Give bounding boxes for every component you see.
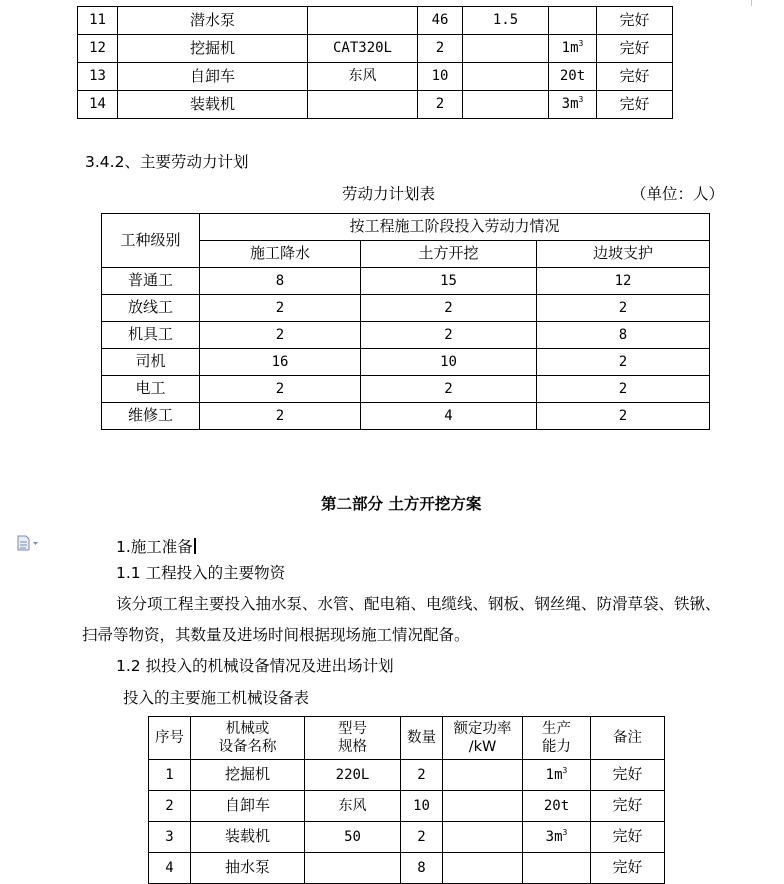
- equipment-name: 装载机: [118, 91, 308, 119]
- part-two-title: 第二部分 土方开挖方案: [321, 495, 482, 513]
- stage-header: 施工降水: [200, 241, 361, 268]
- table-row: [102, 349, 710, 376]
- labor-count: 8: [200, 268, 361, 295]
- equipment-power: [443, 791, 523, 822]
- equipment-name: 自卸车: [191, 791, 305, 822]
- capacity-unit-superscript: 3: [562, 827, 568, 837]
- col-header-model-line1: 型号: [338, 721, 367, 737]
- labor-table-caption: 劳动力计划表: [342, 185, 436, 203]
- equipment-name: 抽水泵: [191, 853, 305, 884]
- section-heading-3-4-2: 3.4.2、主要劳动力计划: [85, 153, 249, 171]
- labor-count: 10: [361, 349, 537, 376]
- equipment-note: 完好: [597, 7, 673, 35]
- col-header-name-line2: 设备名称: [218, 739, 277, 755]
- labor-count: 2: [200, 376, 361, 403]
- labor-type: 放线工: [102, 295, 200, 322]
- row-number: 14: [78, 91, 118, 119]
- equipment-name: 装载机: [191, 822, 305, 853]
- equipment-quantity: 2: [401, 822, 443, 853]
- equipment-model: [305, 853, 401, 884]
- equipment-name: 潜水泵: [118, 7, 308, 35]
- col-header-note: 备注: [591, 717, 665, 760]
- labor-type: 电工: [102, 376, 200, 403]
- col-header-qty: 数量: [401, 717, 443, 760]
- table-row: [78, 35, 673, 63]
- equipment-quantity: 2: [401, 760, 443, 791]
- labor-type: 普通工: [102, 268, 200, 295]
- capacity-value: 1m: [561, 40, 579, 57]
- equipment-name: 挖掘机: [191, 760, 305, 791]
- col-header-capacity-line2: 能力: [542, 739, 571, 755]
- table-row: [149, 822, 665, 853]
- labor-count: 2: [200, 322, 361, 349]
- equipment-model: [308, 7, 418, 35]
- paragraph-line-1: 该分项工程主要投入抽水泵、水管、配电箱、电缆线、钢板、钢丝绳、防滑草袋、铁锹、: [116, 595, 721, 613]
- capacity-cell: [549, 35, 597, 63]
- table-row: [149, 791, 665, 822]
- col-header-name: [191, 717, 305, 760]
- row-number: 13: [78, 63, 118, 91]
- col-header-power-line2: /kW: [468, 739, 497, 755]
- labor-count: 2: [200, 295, 361, 322]
- equipment-model: 东风: [308, 63, 418, 91]
- col-header-power: [443, 717, 523, 760]
- capacity-value: 20t: [543, 797, 570, 814]
- labor-count: 8: [537, 322, 710, 349]
- equipment-quantity: 2: [418, 35, 463, 63]
- equipment-power: [463, 91, 549, 119]
- capacity-cell: [549, 7, 597, 35]
- table-row: [78, 7, 673, 35]
- equipment-model: 东风: [305, 791, 401, 822]
- labor-type: 司机: [102, 349, 200, 376]
- labor-type: 机具工: [102, 322, 200, 349]
- row-number: 1: [149, 760, 191, 791]
- labor-count: 2: [537, 295, 710, 322]
- equipment-model: CAT320L: [308, 35, 418, 63]
- equipment-note: 完好: [597, 63, 673, 91]
- capacity-unit-superscript: 3: [578, 95, 584, 105]
- machinery-table: [148, 716, 665, 884]
- equipment-note: 完好: [591, 853, 665, 884]
- equipment-model: [308, 91, 418, 119]
- col-header-model: [305, 717, 401, 760]
- capacity-cell: [523, 760, 591, 791]
- table-row: [149, 760, 665, 791]
- table-row: [78, 91, 673, 119]
- equipment-note: 完好: [597, 35, 673, 63]
- row-number: 12: [78, 35, 118, 63]
- equipment-quantity: 8: [401, 853, 443, 884]
- equipment-power: [463, 35, 549, 63]
- labor-count: 15: [361, 268, 537, 295]
- labor-count: 12: [537, 268, 710, 295]
- labor-count: 16: [200, 349, 361, 376]
- equipment-note: 完好: [591, 760, 665, 791]
- labor-count: 2: [537, 403, 710, 430]
- paragraph-line-2: 扫帚等物资，其数量及进场时间根据现场施工情况配备。: [82, 626, 470, 644]
- capacity-value: 3m: [545, 828, 563, 845]
- equipment-power: [443, 822, 523, 853]
- labor-count: 4: [361, 403, 537, 430]
- capacity-unit-superscript: 3: [562, 765, 568, 775]
- labor-table-unit: （单位：人）: [631, 185, 725, 203]
- capacity-cell: [523, 853, 591, 884]
- capacity-cell: [549, 91, 597, 119]
- equipment-table-continued: [77, 6, 673, 119]
- capacity-value: 1m: [545, 766, 563, 783]
- col-header-power-line1: 额定功率: [453, 721, 512, 737]
- heading-1-2: 1.2 拟投入的机械设备情况及进出场计划: [116, 657, 394, 675]
- equipment-quantity: 2: [418, 91, 463, 119]
- equipment-model: 220L: [305, 760, 401, 791]
- table-row: [102, 376, 710, 403]
- equipment-power: [443, 760, 523, 791]
- labor-plan-table: [101, 213, 710, 430]
- row-number: 11: [78, 7, 118, 35]
- col-header-capacity: [523, 717, 591, 760]
- table-row: [102, 268, 710, 295]
- row-number: 3: [149, 822, 191, 853]
- capacity-cell: [549, 63, 597, 91]
- labor-count: 2: [537, 376, 710, 403]
- equipment-power: [463, 63, 549, 91]
- equipment-note: 完好: [591, 822, 665, 853]
- stage-header: 边坡支护: [537, 241, 710, 268]
- equipment-model: 50: [305, 822, 401, 853]
- capacity-value: 20t: [559, 68, 586, 85]
- stage-header: 土方开挖: [361, 241, 537, 268]
- equipment-name: 自卸车: [118, 63, 308, 91]
- capacity-cell: [523, 791, 591, 822]
- equipment-power: [443, 853, 523, 884]
- capacity-unit-superscript: 3: [578, 39, 584, 49]
- col-header-no: 序号: [149, 717, 191, 760]
- page-corner-mark: [751, 0, 752, 6]
- col-header-name-line1: 机械或: [225, 721, 270, 737]
- table-row: [78, 63, 673, 91]
- equipment-note: 完好: [597, 91, 673, 119]
- heading-1-1: 1.1 工程投入的主要物资: [116, 564, 286, 582]
- table-row: [149, 853, 665, 884]
- labor-group-header: 按工程施工阶段投入劳动力情况: [200, 214, 710, 241]
- heading-1[interactable]: [116, 535, 196, 557]
- table-row: [102, 322, 710, 349]
- table-row: [102, 295, 710, 322]
- text-cursor: [194, 538, 196, 554]
- equipment-note: 完好: [591, 791, 665, 822]
- equipment-table-caption: 投入的主要施工机械设备表: [123, 689, 310, 707]
- row-number: 4: [149, 853, 191, 884]
- capacity-value: 3m: [561, 96, 579, 113]
- labor-count: 2: [361, 322, 537, 349]
- heading-1-text: 1.施工准备: [116, 538, 193, 556]
- equipment-quantity: 10: [418, 63, 463, 91]
- labor-type: 维修工: [102, 403, 200, 430]
- equipment-quantity: 10: [401, 791, 443, 822]
- row-number: 2: [149, 791, 191, 822]
- labor-count: 2: [200, 403, 361, 430]
- paragraph-doc-icon[interactable]: [17, 535, 39, 551]
- labor-count: 2: [537, 349, 710, 376]
- equipment-power: 1.5: [463, 7, 549, 35]
- col-header-capacity-line1: 生产: [542, 721, 571, 737]
- labor-type-header: 工种级别: [102, 214, 200, 268]
- labor-count: 2: [361, 376, 537, 403]
- labor-count: 2: [361, 295, 537, 322]
- equipment-name: 挖掘机: [118, 35, 308, 63]
- equipment-quantity: 46: [418, 7, 463, 35]
- capacity-cell: [523, 822, 591, 853]
- col-header-model-line2: 规格: [338, 739, 367, 755]
- table-row: [102, 403, 710, 430]
